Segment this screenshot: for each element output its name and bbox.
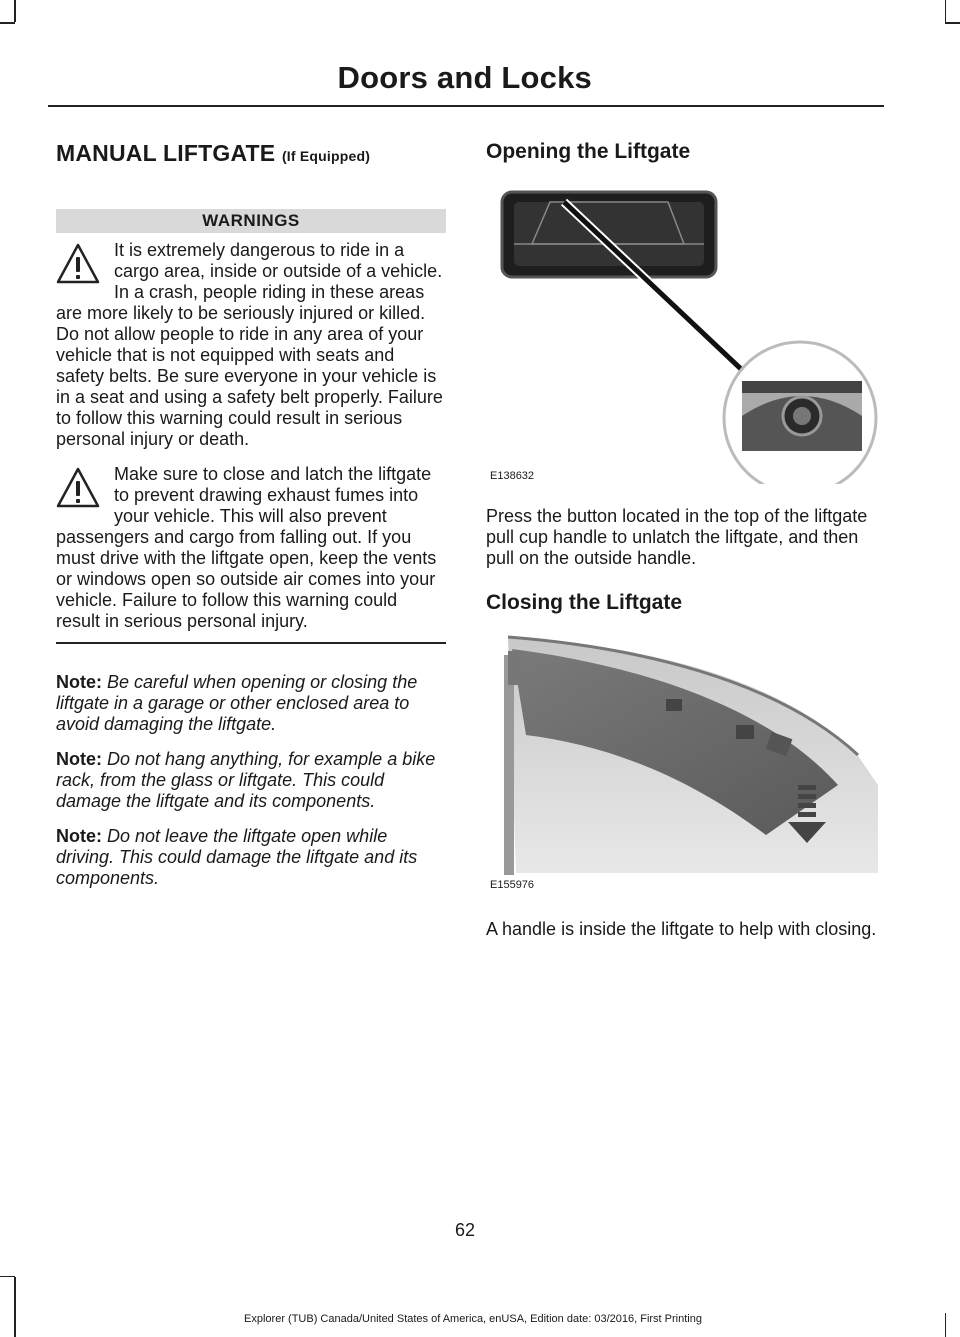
liftgate-handle-illustration <box>486 184 882 484</box>
figure-id: E155976 <box>490 879 535 891</box>
crop-mark <box>0 22 15 24</box>
crop-mark <box>945 22 960 24</box>
note-label: Note: <box>56 825 102 846</box>
closing-text: A handle is inside the liftgate to help with closing. <box>486 919 877 939</box>
warning-triangle-icon <box>56 466 100 510</box>
opening-text: Press the button located in the top of the liftgate pull cup handle to unlatch the liftgate, and then pull on the outside handle. <box>486 506 868 568</box>
note <box>56 826 446 889</box>
note-text: Do not hang anything, for example a bike rack, from the glass or liftgate. This could damage the liftgate and its components. <box>56 748 436 811</box>
warnings-heading: WARNINGS <box>56 209 446 233</box>
note-label: Note: <box>56 671 102 692</box>
note-label: Note: <box>56 748 102 769</box>
warning-triangle-icon <box>56 242 100 286</box>
footer-edition-info: Explorer (TUB) Canada/United States of America, enUSA, Edition date: 03/2016, First Printing <box>244 1313 702 1325</box>
section-qualifier: (If Equipped) <box>281 148 371 164</box>
warning-item <box>56 240 446 450</box>
warning-text: Make sure to close and latch the liftgate to prevent drawing exhaust fumes into your vehicle. This will also prevent passengers and cargo from falling out. If you must drive with the liftgate open, keep the vents or windows open so outside air comes into your vehicle. Failure to follow this warning could result in serious personal injury. <box>56 464 437 631</box>
figure-id: E138632 <box>490 470 535 482</box>
crop-mark <box>14 0 16 22</box>
note-text: Be careful when opening or closing the liftgate in a garage or other enclosed area to avoid damaging the liftgate. <box>56 671 418 734</box>
right-column <box>486 140 886 940</box>
note-text: Do not leave the liftgate open while driving. This could damage the liftgate and its components. <box>56 825 418 888</box>
closing-figure <box>486 635 882 893</box>
warning-item <box>56 464 446 632</box>
header-rule <box>48 105 884 107</box>
crop-mark <box>0 1276 15 1278</box>
liftgate-interior-illustration <box>486 635 882 893</box>
section-title-text: MANUAL LIFTGATE <box>56 140 276 166</box>
crop-mark <box>945 0 947 22</box>
note <box>56 672 446 735</box>
page-number: 62 <box>454 1220 476 1240</box>
warnings-divider <box>56 642 446 644</box>
closing-heading: Closing the Liftgate <box>486 591 682 614</box>
warning-text: It is extremely dangerous to ride in a cargo area, inside or outside of a vehicle. In a crash, people riding in these areas are more likely to be seriously injured or killed. Do not allow people to ride in any area of your vehicle that is not equipped with seats and safety belts. Be sure everyone in your vehicle is in a seat and using a safety belt properly. Failure to follow this warning could result in serious personal injury or death. <box>56 240 443 449</box>
opening-heading: Opening the Liftgate <box>486 140 691 163</box>
opening-figure <box>486 184 882 484</box>
crop-mark <box>14 1277 16 1337</box>
left-column <box>56 140 446 889</box>
page-header-title: Doors and Locks <box>337 60 592 95</box>
section-title <box>56 140 446 167</box>
note <box>56 749 446 812</box>
